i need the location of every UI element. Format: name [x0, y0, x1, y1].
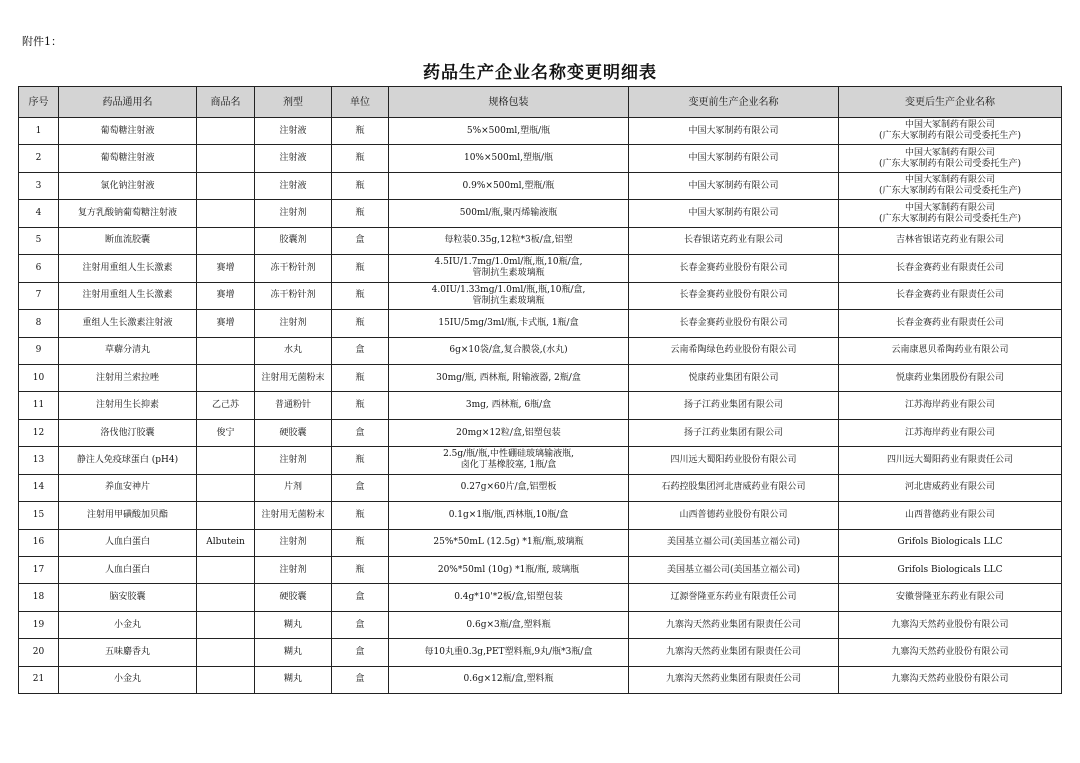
- cell-company-after-line: 吉林省银诺克药业有限公司: [895, 235, 1004, 246]
- page-title: 药品生产企业名称变更明细表: [423, 63, 657, 83]
- cell-dosage-form: 注射剂: [255, 310, 332, 337]
- cell-generic-name: 氯化钠注射液: [59, 172, 197, 199]
- cell-spec-line: 0.4g*10'*2板/盒,铝塑包装: [454, 592, 563, 603]
- cell-company-after: [839, 447, 1062, 474]
- cell-unit: 盒: [332, 639, 389, 666]
- table-row: [19, 639, 1062, 666]
- cell-spec-line: 每粒装0.35g,12粒*3板/盒,铝塑: [444, 235, 573, 246]
- cell-spec: [389, 639, 629, 666]
- cell-trade-name: [197, 474, 255, 501]
- cell-unit: 瓶: [332, 118, 389, 145]
- cell-company-before: 石药控股集团河北唐威药业有限公司: [629, 474, 839, 501]
- cell-spec-line: 管制抗生素玻璃瓶: [472, 295, 545, 306]
- cell-company-after: [839, 282, 1062, 309]
- col-header-no: 序号: [19, 87, 59, 118]
- col-header-spec: 规格包装: [389, 87, 629, 118]
- cell-company-after: [839, 337, 1062, 364]
- cell-spec-line: 6g×10袋/盒,复合膜袋,(水丸): [449, 345, 568, 356]
- cell-dosage-form: 注射剂: [255, 529, 332, 556]
- cell-unit: 瓶: [332, 200, 389, 227]
- cell-no: 11: [19, 392, 59, 419]
- cell-trade-name: 赛增: [197, 282, 255, 309]
- cell-spec-line: 20%*50ml (10g) *1瓶/瓶, 玻璃瓶: [437, 564, 580, 575]
- cell-spec: [389, 227, 629, 254]
- cell-no: 1: [19, 118, 59, 145]
- cell-generic-name: 复方乳酸钠葡萄糖注射液: [59, 200, 197, 227]
- cell-dosage-form: 普通粉针: [255, 392, 332, 419]
- cell-company-after: [839, 474, 1062, 501]
- header-row: [19, 87, 1062, 118]
- cell-dosage-form: 硬胶囊: [255, 419, 332, 446]
- cell-company-after-line: 九寨沟天然药业股份有限公司: [891, 674, 1009, 685]
- cell-dosage-form: 注射液: [255, 172, 332, 199]
- cell-dosage-form: 注射液: [255, 145, 332, 172]
- cell-generic-name: 静注人免疫球蛋白 (pH4): [59, 447, 197, 474]
- cell-no: 10: [19, 364, 59, 391]
- table-row: [19, 557, 1062, 584]
- cell-generic-name: 脑安胶囊: [59, 584, 197, 611]
- cell-dosage-form: 硬胶囊: [255, 584, 332, 611]
- cell-generic-name: 注射用重组人生长激素: [59, 255, 197, 282]
- cell-company-before: 九寨沟天然药业集团有限责任公司: [629, 666, 839, 693]
- cell-spec-line: 3mg, 西林瓶, 6瓶/盒: [465, 400, 552, 411]
- cell-company-before: 辽源誉隆亚东药业有限责任公司: [629, 584, 839, 611]
- cell-company-after: [839, 502, 1062, 529]
- cell-company-before: 美国基立福公司(美国基立福公司): [629, 529, 839, 556]
- cell-company-after-line: 江苏海岸药业有限公司: [904, 400, 995, 411]
- cell-company-after-line: 九寨沟天然药业股份有限公司: [891, 647, 1009, 658]
- cell-spec: [389, 282, 629, 309]
- cell-spec: [389, 145, 629, 172]
- cell-spec: [389, 392, 629, 419]
- cell-unit: 瓶: [332, 145, 389, 172]
- cell-company-before: 云南希陶绿色药业股份有限公司: [629, 337, 839, 364]
- cell-unit: 瓶: [332, 255, 389, 282]
- cell-no: 6: [19, 255, 59, 282]
- cell-no: 18: [19, 584, 59, 611]
- cell-spec-line: 10%×500ml,塑瓶/瓶: [463, 153, 554, 164]
- cell-company-before: 中国大冢制药有限公司: [629, 118, 839, 145]
- cell-trade-name: [197, 584, 255, 611]
- cell-generic-name: 葡萄糖注射液: [59, 118, 197, 145]
- cell-company-after-line: 中国大冢制药有限公司: [904, 202, 995, 213]
- cell-company-after: [839, 557, 1062, 584]
- cell-spec-line: 4.0IU/1.33mg/1.0ml/瓶,瓶,10瓶/盒,: [431, 284, 586, 295]
- cell-company-after: [839, 611, 1062, 638]
- cell-unit: 瓶: [332, 392, 389, 419]
- cell-company-after: [839, 584, 1062, 611]
- cell-generic-name: 注射用生长抑素: [59, 392, 197, 419]
- cell-no: 20: [19, 639, 59, 666]
- table-row: [19, 584, 1062, 611]
- cell-unit: 盒: [332, 227, 389, 254]
- cell-spec: [389, 557, 629, 584]
- cell-trade-name: [197, 557, 255, 584]
- cell-no: 16: [19, 529, 59, 556]
- cell-no: 8: [19, 310, 59, 337]
- cell-company-before: 美国基立福公司(美国基立福公司): [629, 557, 839, 584]
- cell-spec-line: 5%×500ml,塑瓶/瓶: [466, 125, 551, 136]
- cell-company-after: [839, 172, 1062, 199]
- cell-dosage-form: 注射用无菌粉末: [255, 364, 332, 391]
- cell-company-before: 扬子江药业集团有限公司: [629, 392, 839, 419]
- cell-company-before: 九寨沟天然药业集团有限责任公司: [629, 639, 839, 666]
- cell-company-after-line: Grifols Biologicals LLC: [897, 537, 1003, 548]
- cell-company-after: [839, 118, 1062, 145]
- cell-trade-name: 俊宁: [197, 419, 255, 446]
- cell-spec: [389, 364, 629, 391]
- cell-company-after-line: (广东大冢制药有限公司受委托生产): [878, 213, 1022, 224]
- cell-company-after-line: 中国大冢制药有限公司: [904, 147, 995, 158]
- cell-generic-name: 洛伐他汀胶囊: [59, 419, 197, 446]
- cell-company-after: [839, 666, 1062, 693]
- cell-company-after: [839, 227, 1062, 254]
- cell-company-before: 长春金赛药业股份有限公司: [629, 282, 839, 309]
- cell-unit: 盒: [332, 474, 389, 501]
- cell-no: 2: [19, 145, 59, 172]
- cell-company-after-line: 长春金赛药业有限责任公司: [895, 262, 1004, 273]
- cell-spec: [389, 529, 629, 556]
- col-header-company-after: 变更后生产企业名称: [839, 87, 1062, 118]
- cell-trade-name: [197, 611, 255, 638]
- cell-dosage-form: 糊丸: [255, 611, 332, 638]
- cell-spec-line: 500ml/瓶,聚丙烯输液瓶: [459, 208, 558, 219]
- cell-company-after-line: (广东大冢制药有限公司受委托生产): [878, 186, 1022, 197]
- cell-unit: 盒: [332, 666, 389, 693]
- cell-trade-name: [197, 227, 255, 254]
- cell-trade-name: [197, 337, 255, 364]
- cell-spec-line: 卤化丁基橡胶塞, 1瓶/盒: [460, 460, 557, 471]
- table-row: [19, 255, 1062, 282]
- cell-company-after: [839, 310, 1062, 337]
- col-header-company-before: 变更前生产企业名称: [629, 87, 839, 118]
- col-header-generic-name: 药品通用名: [59, 87, 197, 118]
- table-row: [19, 474, 1062, 501]
- col-header-trade-name: 商品名: [197, 87, 255, 118]
- cell-generic-name: 断血流胶囊: [59, 227, 197, 254]
- table-row: [19, 337, 1062, 364]
- cell-spec-line: 管制抗生素玻璃瓶: [472, 268, 545, 279]
- table-row: [19, 282, 1062, 309]
- cell-company-before: 悦康药业集团有限公司: [629, 364, 839, 391]
- cell-company-before: 长春金赛药业股份有限公司: [629, 310, 839, 337]
- cell-trade-name: [197, 200, 255, 227]
- cell-spec-line: 0.6g×12瓶/盒,塑料瓶: [463, 674, 554, 685]
- cell-trade-name: [197, 364, 255, 391]
- cell-company-after-line: 九寨沟天然药业股份有限公司: [891, 619, 1009, 630]
- cell-company-before: 中国大冢制药有限公司: [629, 172, 839, 199]
- cell-company-after-line: 江苏海岸药业有限公司: [904, 427, 995, 438]
- table-row: [19, 364, 1062, 391]
- table-row: [19, 172, 1062, 199]
- cell-trade-name: [197, 502, 255, 529]
- attachment-label: 附件1：: [22, 35, 62, 48]
- cell-spec: [389, 666, 629, 693]
- cell-trade-name: [197, 666, 255, 693]
- cell-trade-name: 乙己苏: [197, 392, 255, 419]
- table-row: [19, 145, 1062, 172]
- cell-dosage-form: 注射剂: [255, 557, 332, 584]
- cell-spec: [389, 255, 629, 282]
- cell-company-after-line: 悦康药业集团股份有限公司: [895, 372, 1004, 383]
- cell-unit: 瓶: [332, 172, 389, 199]
- cell-spec-line: 0.27g×60片/盒,铝塑板: [460, 482, 557, 493]
- cell-unit: 盒: [332, 611, 389, 638]
- cell-trade-name: Albutein: [197, 529, 255, 556]
- cell-company-before: 四川远大蜀阳药业股份有限公司: [629, 447, 839, 474]
- cell-no: 12: [19, 419, 59, 446]
- cell-no: 15: [19, 502, 59, 529]
- cell-company-after: [839, 639, 1062, 666]
- cell-company-after: [839, 255, 1062, 282]
- cell-unit: 盒: [332, 419, 389, 446]
- cell-company-before: 长春金赛药业股份有限公司: [629, 255, 839, 282]
- cell-no: 21: [19, 666, 59, 693]
- table-row: [19, 419, 1062, 446]
- cell-company-after-line: 河北唐威药业有限公司: [904, 482, 995, 493]
- cell-dosage-form: 冻干粉针剂: [255, 282, 332, 309]
- cell-trade-name: [197, 639, 255, 666]
- cell-trade-name: 赛增: [197, 255, 255, 282]
- cell-spec-line: 25%*50mL (12.5g) *1瓶/瓶,玻璃瓶: [433, 537, 584, 548]
- cell-spec: [389, 584, 629, 611]
- table-row: [19, 529, 1062, 556]
- cell-dosage-form: 糊丸: [255, 639, 332, 666]
- cell-generic-name: 重组人生长激素注射液: [59, 310, 197, 337]
- cell-company-after-line: 四川远大蜀阳药业有限责任公司: [886, 454, 1013, 465]
- cell-company-after-line: 安徽誉隆亚东药业有限公司: [895, 592, 1004, 603]
- cell-generic-name: 五味麝香丸: [59, 639, 197, 666]
- cell-company-before: 长春银诺克药业有限公司: [629, 227, 839, 254]
- cell-company-after: [839, 364, 1062, 391]
- table-row: [19, 200, 1062, 227]
- cell-no: 14: [19, 474, 59, 501]
- cell-spec: [389, 118, 629, 145]
- table-row: [19, 447, 1062, 474]
- col-header-dosage-form: 剂型: [255, 87, 332, 118]
- cell-company-after-line: (广东大冢制药有限公司受委托生产): [878, 131, 1022, 142]
- cell-dosage-form: 注射液: [255, 118, 332, 145]
- cell-spec: [389, 502, 629, 529]
- cell-spec: [389, 611, 629, 638]
- cell-spec-line: 30mg/瓶, 西林瓶, 附输液器, 2瓶/盒: [436, 372, 581, 383]
- cell-company-after: [839, 392, 1062, 419]
- cell-company-before: 山西普德药业股份有限公司: [629, 502, 839, 529]
- cell-unit: 盒: [332, 337, 389, 364]
- cell-dosage-form: 水丸: [255, 337, 332, 364]
- cell-company-after-line: (广东大冢制药有限公司受委托生产): [878, 158, 1022, 169]
- cell-generic-name: 小金丸: [59, 611, 197, 638]
- cell-company-before: 中国大冢制药有限公司: [629, 200, 839, 227]
- cell-unit: 瓶: [332, 529, 389, 556]
- cell-dosage-form: 冻干粉针剂: [255, 255, 332, 282]
- table-row: [19, 118, 1062, 145]
- cell-generic-name: 注射用甲磺酸加贝酯: [59, 502, 197, 529]
- cell-unit: 盒: [332, 584, 389, 611]
- cell-no: 3: [19, 172, 59, 199]
- cell-company-after-line: 云南康恩贝希陶药业有限公司: [891, 345, 1009, 356]
- cell-dosage-form: 注射剂: [255, 447, 332, 474]
- cell-company-after-line: 中国大冢制药有限公司: [904, 175, 995, 186]
- cell-dosage-form: 片剂: [255, 474, 332, 501]
- cell-company-after: [839, 419, 1062, 446]
- cell-company-after-line: 长春金赛药业有限责任公司: [895, 290, 1004, 301]
- cell-company-after-line: 中国大冢制药有限公司: [904, 120, 995, 131]
- cell-generic-name: 人血白蛋白: [59, 557, 197, 584]
- cell-unit: 瓶: [332, 447, 389, 474]
- cell-spec-line: 20mg×12粒/盒,铝塑包装: [456, 427, 561, 438]
- cell-spec-line: 0.1g×1瓶/瓶,西林瓶,10瓶/盒: [448, 509, 569, 520]
- cell-company-before: 扬子江药业集团有限公司: [629, 419, 839, 446]
- cell-spec-line: 0.9%×500ml,塑瓶/瓶: [462, 180, 555, 191]
- cell-generic-name: 注射用重组人生长激素: [59, 282, 197, 309]
- cell-generic-name: 养血安神片: [59, 474, 197, 501]
- cell-trade-name: 赛增: [197, 310, 255, 337]
- cell-generic-name: 人血白蛋白: [59, 529, 197, 556]
- cell-company-before: 中国大冢制药有限公司: [629, 145, 839, 172]
- cell-no: 7: [19, 282, 59, 309]
- cell-dosage-form: 注射剂: [255, 200, 332, 227]
- cell-no: 17: [19, 557, 59, 584]
- cell-unit: 瓶: [332, 502, 389, 529]
- cell-spec: [389, 474, 629, 501]
- cell-unit: 瓶: [332, 557, 389, 584]
- cell-unit: 瓶: [332, 282, 389, 309]
- cell-dosage-form: 注射用无菌粉末: [255, 502, 332, 529]
- table-row: [19, 227, 1062, 254]
- cell-trade-name: [197, 447, 255, 474]
- cell-spec-line: 4.5IU/1.7mg/1.0ml/瓶,瓶,10瓶/盒,: [434, 257, 583, 268]
- cell-company-after-line: 山西普德药业有限公司: [904, 509, 995, 520]
- cell-dosage-form: 胶囊剂: [255, 227, 332, 254]
- cell-company-before: 九寨沟天然药业集团有限责任公司: [629, 611, 839, 638]
- cell-company-after-line: 长春金赛药业有限责任公司: [895, 317, 1004, 328]
- cell-trade-name: [197, 145, 255, 172]
- cell-spec-line: 0.6g×3瓶/盒,塑料瓶: [466, 619, 551, 630]
- change-detail-table: [18, 86, 1062, 694]
- cell-dosage-form: 糊丸: [255, 666, 332, 693]
- table-row: [19, 666, 1062, 693]
- cell-generic-name: 葡萄糖注射液: [59, 145, 197, 172]
- cell-generic-name: 注射用兰索拉唑: [59, 364, 197, 391]
- table-row: [19, 392, 1062, 419]
- cell-company-after: [839, 529, 1062, 556]
- cell-company-after: [839, 200, 1062, 227]
- cell-no: 13: [19, 447, 59, 474]
- cell-spec-line: 2.5g/瓶/瓶,中性硼硅玻璃输液瓶,: [443, 449, 574, 460]
- cell-no: 9: [19, 337, 59, 364]
- cell-spec-line: 15IU/5mg/3ml/瓶,卡式瓶, 1瓶/盒: [438, 317, 579, 328]
- cell-spec: [389, 419, 629, 446]
- cell-spec: [389, 447, 629, 474]
- cell-generic-name: 小金丸: [59, 666, 197, 693]
- col-header-unit: 单位: [332, 87, 389, 118]
- cell-no: 19: [19, 611, 59, 638]
- table-row: [19, 502, 1062, 529]
- table-row: [19, 611, 1062, 638]
- cell-no: 4: [19, 200, 59, 227]
- cell-spec: [389, 337, 629, 364]
- cell-trade-name: [197, 172, 255, 199]
- cell-company-after: [839, 145, 1062, 172]
- cell-trade-name: [197, 118, 255, 145]
- cell-no: 5: [19, 227, 59, 254]
- cell-unit: 瓶: [332, 364, 389, 391]
- cell-spec: [389, 310, 629, 337]
- cell-unit: 瓶: [332, 310, 389, 337]
- cell-spec: [389, 200, 629, 227]
- cell-spec: [389, 172, 629, 199]
- cell-company-after-line: Grifols Biologicals LLC: [897, 564, 1003, 575]
- cell-spec-line: 每10丸重0.3g,PET塑料瓶,9丸/瓶*3瓶/盒: [424, 647, 593, 658]
- table-row: [19, 310, 1062, 337]
- cell-generic-name: 草薢分清丸: [59, 337, 197, 364]
